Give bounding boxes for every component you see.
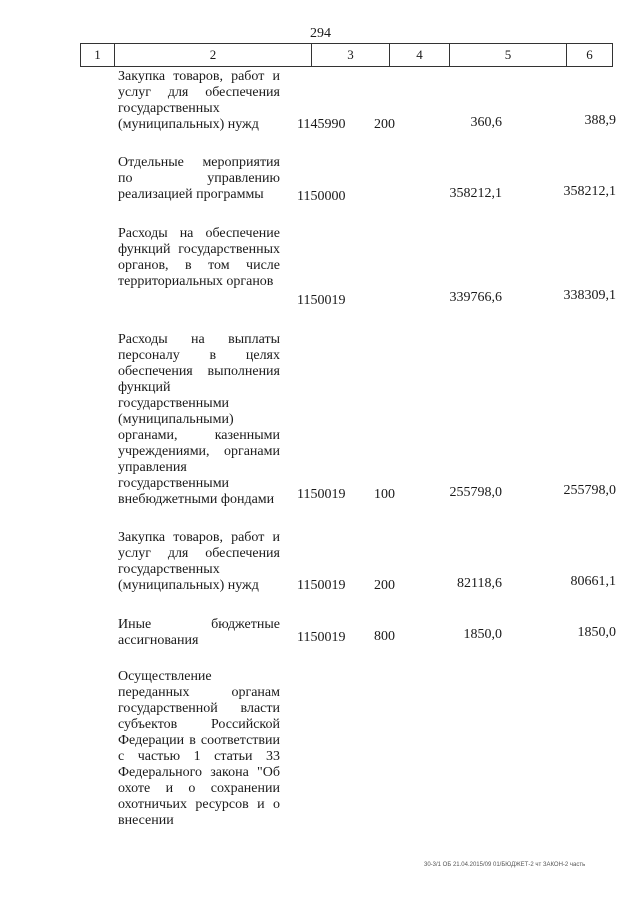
row-value-2: 255798,0 [563, 483, 616, 498]
row-type: 200 [374, 117, 395, 132]
row-description: Отдельные мероприятия по управлению реализацией программы [118, 155, 280, 202]
row-type: 100 [374, 487, 395, 502]
row-code: 1150019 [297, 630, 346, 645]
row-code: 1150000 [297, 189, 346, 204]
row-description: Иные бюджетные ассигнования [118, 617, 280, 648]
row-code: 1150019 [297, 487, 346, 502]
footer-text: 30-3/1 ОБ 21.04.2015/09 01/БЮДЖЕТ-2 чт ЗАКОН-2 часть [424, 862, 586, 868]
row-value-2: 80661,1 [570, 574, 616, 589]
column-header-6: 6 [566, 44, 613, 66]
column-header-2: 2 [114, 44, 311, 66]
row-code: 1150019 [297, 578, 346, 593]
column-header-3: 3 [311, 44, 389, 66]
row-code: 1150019 [297, 293, 346, 308]
row-value-1: 358212,1 [449, 186, 502, 201]
row-type: 200 [374, 578, 395, 593]
row-value-1: 82118,6 [457, 576, 502, 591]
row-value-1: 339766,6 [449, 290, 502, 305]
row-value-2: 338309,1 [563, 288, 616, 303]
row-description: Расходы на обеспечение функций государственных органов, в том числе территориальных органов [118, 226, 280, 289]
column-header-5: 5 [449, 44, 566, 66]
row-value-1: 255798,0 [449, 485, 502, 500]
row-value-1: 1850,0 [463, 627, 502, 642]
row-description: Расходы на выплаты персоналу в целях обеспечения выполнения функций государственными (муниципальными) органами, казенными учреждениями, органами управления государственными внебюджетными фондами [118, 332, 280, 507]
column-header-1: 1 [80, 44, 114, 66]
table-header [80, 43, 613, 67]
row-description: Закупка товаров, работ и услуг для обеспечения государственных (муниципальных) нужд [118, 69, 280, 132]
row-description: Осуществление переданных органам государственной власти субъектов Российской Федерации в соответствии с частью 1 статьи 33 Федерального закона "Об охоте и о сохранении охотничьих ресурсов и о внесении [118, 669, 280, 828]
row-value-2: 358212,1 [563, 184, 616, 199]
column-header-4: 4 [389, 44, 449, 66]
row-value-2: 388,9 [584, 113, 616, 128]
row-value-2: 1850,0 [577, 625, 616, 640]
row-type: 800 [374, 629, 395, 644]
row-description: Закупка товаров, работ и услуг для обеспечения государственных (муниципальных) нужд [118, 530, 280, 593]
row-value-1: 360,6 [470, 115, 502, 130]
row-code: 1145990 [297, 117, 346, 132]
page-number: 294 [310, 26, 331, 41]
